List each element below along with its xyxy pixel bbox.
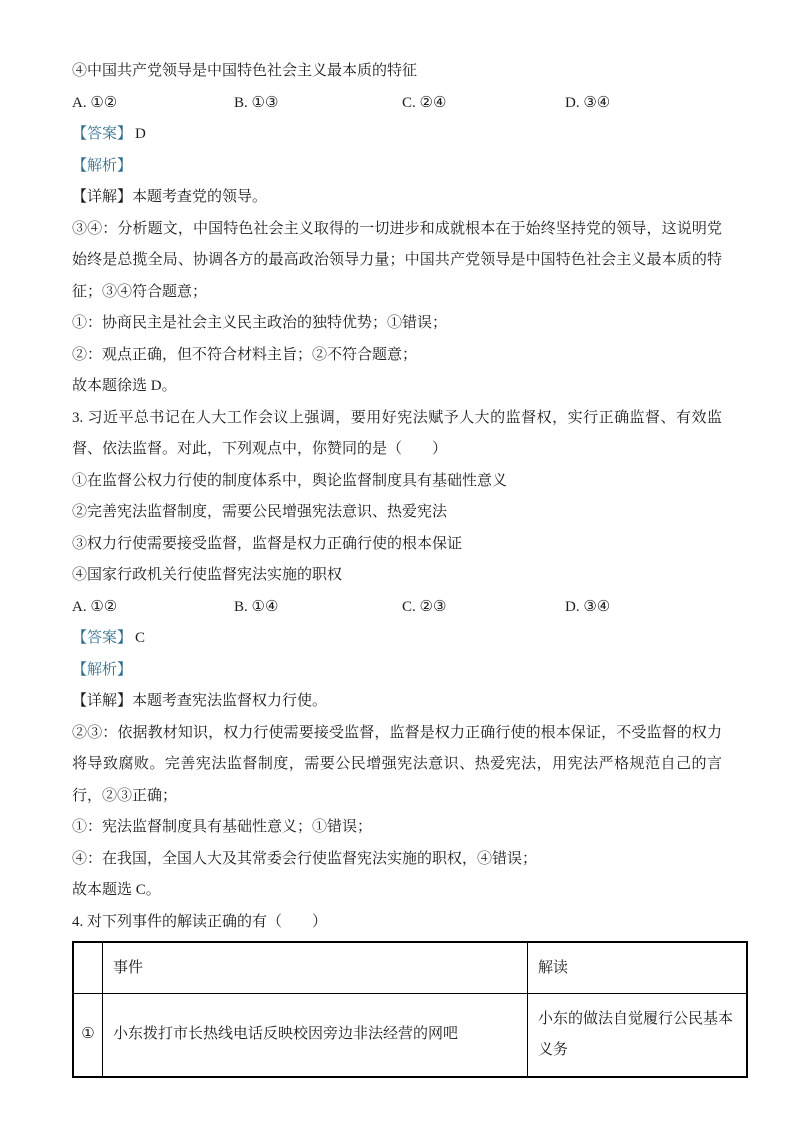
q2-explanation-1: ③④：分析题文，中国特色社会主义取得的一切进步和成就根本在于始终坚持党的领导，这说明党始终是总揽全局、协调各方的最高政治领导力量；中国共产党领导是中国特色社会主义最本质的特征；③④符合题意； (72, 220, 722, 300)
q4-row1-num: ① (73, 994, 103, 1078)
q2-choice-b: B. ①③ (234, 94, 279, 111)
q2-conclusion: 故本题徐选 D。 (72, 378, 177, 394)
q2-answer-value: D (135, 126, 146, 142)
q3-analysis-line (72, 655, 722, 687)
q3-item-2: ②完善宪法监督制度，需要公民增强宪法意识、热爱宪法 (72, 504, 448, 520)
q2-choices (72, 88, 722, 120)
q3-item-1: ①在监督公权力行使的制度体系中，舆论监督制度具有基础性意义 (72, 472, 508, 489)
q4-header-interpretation: 解读 (528, 942, 748, 994)
q2-choice-c: C. ②④ (402, 94, 447, 111)
q4-table (72, 941, 748, 1078)
q3-choice-c: C. ②③ (402, 598, 447, 615)
q3-analysis-label: 【解析】 (72, 661, 133, 678)
q3-item-3: ③权力行使需要接受监督，监督是权力正确行使的根本保证 (72, 535, 463, 552)
q2-explanation-3: ②：观点正确，但不符合材料主旨；②不符合题意； (72, 346, 418, 363)
q3-explanation-1: ②③：依据教材知识，权力行使需要接受监督，监督是权力正确行使的根本保证，不受监督的权力将导致腐败。完善宪法监督制度，需要公民增强宪法意识、热爱宪法，用宪法严格规范自己的言行，②③正确； (72, 724, 722, 804)
q4-header-num (73, 942, 103, 994)
q4-row1-interpretation: 小东的做法自觉履行公民基本义务 (528, 994, 748, 1078)
q2-analysis-line (72, 151, 722, 183)
q3-choices (72, 592, 722, 624)
q3-detail: 【详解】本题考查宪法监督权力行使。 (72, 693, 328, 709)
q3-conclusion: 故本题选 C。 (72, 882, 161, 898)
q3-item-4: ④国家行政机关行使监督宪法实施的职权 (72, 567, 343, 583)
q3-explanation-2: ①：宪法监督制度具有基础性意义；①错误； (72, 819, 373, 835)
q2-choice-a: A. ①② (72, 94, 118, 111)
q4-stem: 4. 对下列事件的解读正确的有（ ） (72, 913, 328, 930)
q3-choice-a: A. ①② (72, 598, 118, 615)
q2-explanation-2: ①：协商民主是社会主义民主政治的独特优势；①错误； (72, 315, 448, 331)
q4-table-header-row (73, 942, 747, 994)
q4-table-row-1 (73, 994, 747, 1078)
q2-choice-d: D. ③④ (565, 94, 611, 111)
q2-answer-label: 【答案】 (72, 126, 133, 142)
q4-header-event: 事件 (103, 942, 528, 994)
q3-explanation-3: ④：在我国，全国人大及其常委会行使监督宪法实施的职权，④错误； (72, 850, 538, 867)
q2-option-4: ④中国共产党领导是中国特色社会主义最本质的特征 (72, 63, 418, 79)
q2-detail: 【详解】本题考查党的领导。 (72, 189, 268, 205)
q3-choice-d: D. ③④ (565, 598, 611, 615)
q3-answer-line (72, 623, 722, 655)
q4-row1-event: 小东拨打市长热线电话反映校因旁边非法经营的网吧 (103, 994, 528, 1078)
q2-analysis-label: 【解析】 (72, 157, 133, 174)
q2-answer-line (72, 119, 722, 151)
q3-stem: 3. 习近平总书记在人大工作会议上强调，要用好宪法赋予人大的监督权，实行正确监督、有效监督、依法监督。对此，下列观点中，你赞同的是（ ） (72, 409, 722, 457)
q3-answer-value: C (135, 630, 146, 646)
q3-answer-label: 【答案】 (72, 630, 133, 646)
q3-choice-b: B. ①④ (234, 598, 279, 615)
